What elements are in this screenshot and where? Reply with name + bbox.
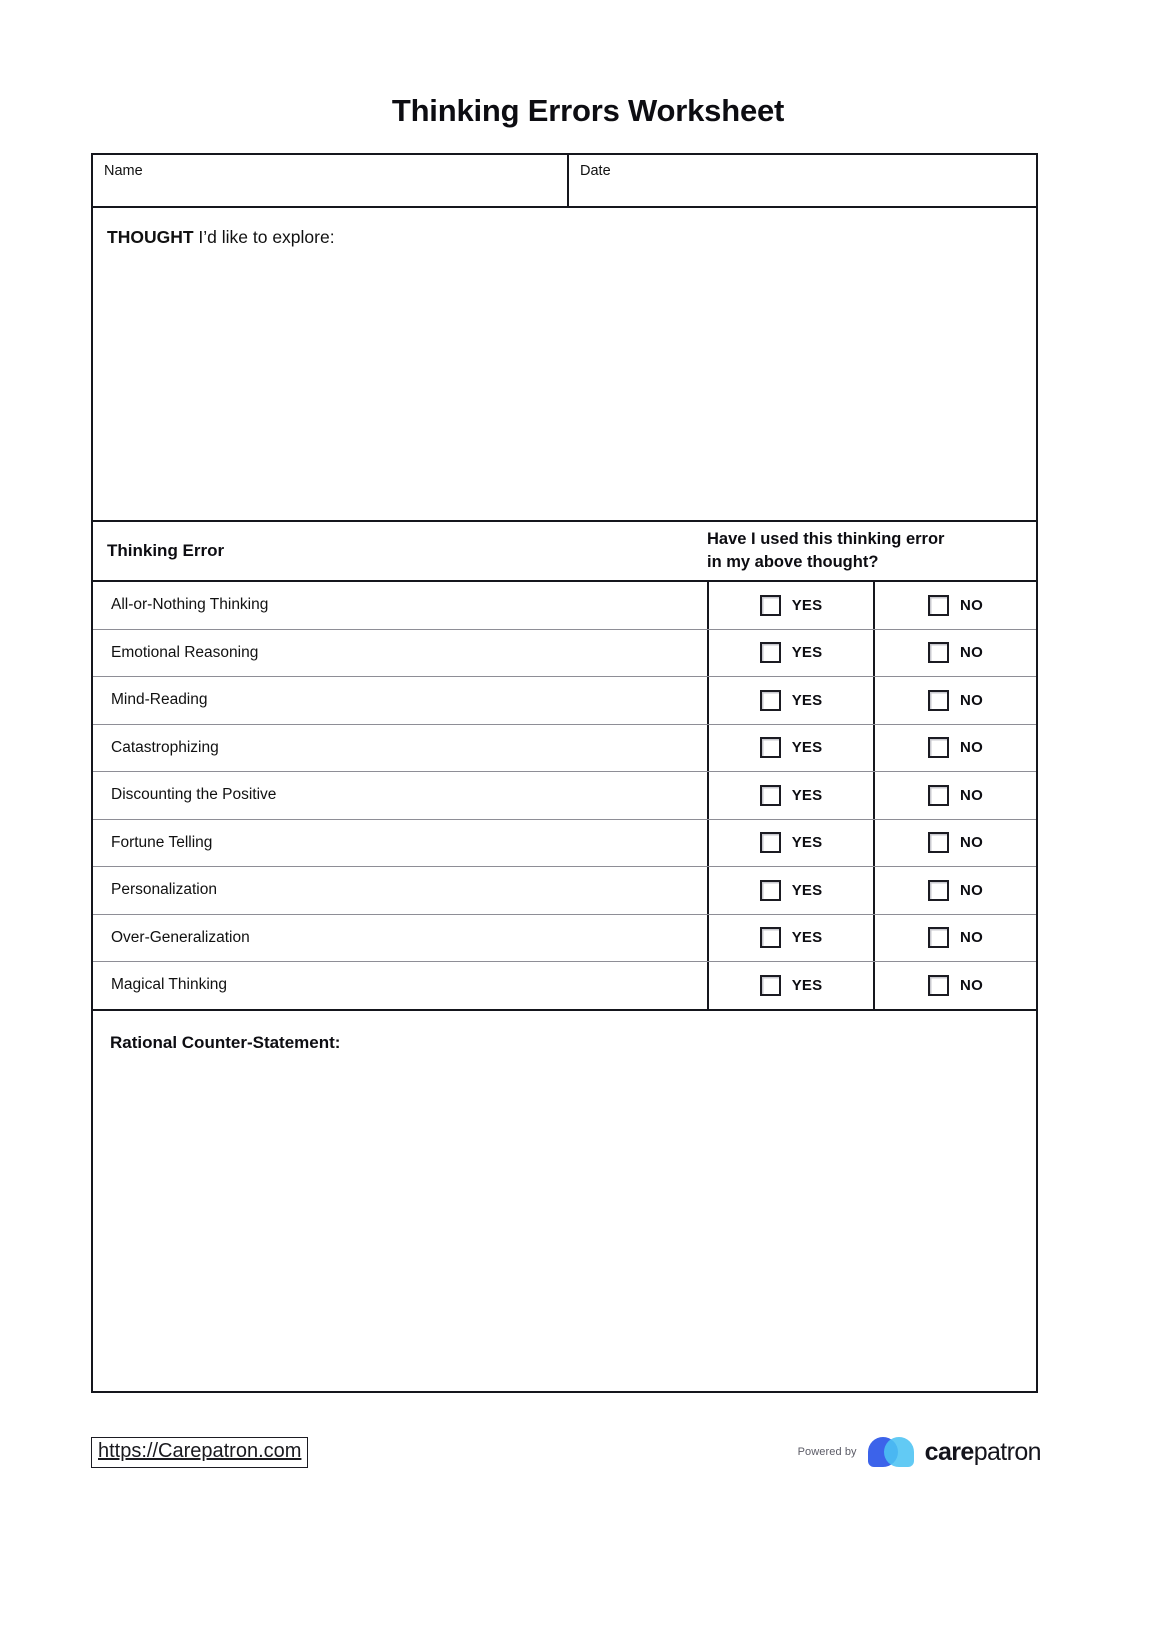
no-option-cell[interactable] bbox=[873, 677, 1036, 724]
wordmark-care: care bbox=[924, 1437, 974, 1466]
table-row bbox=[93, 867, 1036, 915]
yes-option-cell[interactable] bbox=[707, 677, 873, 724]
question-line-2: in my above thought? bbox=[707, 553, 879, 571]
carepatron-wordmark bbox=[924, 1437, 1041, 1466]
yes-option-label: YES bbox=[791, 929, 823, 947]
table-row bbox=[93, 820, 1036, 868]
no-option-label: NO bbox=[960, 929, 983, 947]
date-field[interactable] bbox=[569, 155, 1036, 206]
no-checkbox[interactable] bbox=[928, 880, 949, 901]
yes-checkbox[interactable] bbox=[760, 737, 781, 758]
yes-checkbox[interactable] bbox=[760, 975, 781, 996]
yes-checkbox[interactable] bbox=[760, 642, 781, 663]
thinking-error-label: Magical Thinking bbox=[111, 976, 228, 994]
no-option-label: NO bbox=[960, 739, 983, 757]
yes-option-cell[interactable] bbox=[707, 725, 873, 772]
yes-option-label: YES bbox=[791, 644, 823, 662]
thinking-error-label: Mind-Reading bbox=[111, 691, 208, 709]
worksheet-frame bbox=[91, 153, 1038, 1393]
yes-option-cell[interactable] bbox=[707, 582, 873, 629]
no-option-cell[interactable] bbox=[873, 867, 1036, 914]
no-option-label: NO bbox=[960, 786, 983, 804]
yes-checkbox[interactable] bbox=[760, 785, 781, 806]
no-option-cell[interactable] bbox=[873, 820, 1036, 867]
table-header-row bbox=[93, 522, 1036, 582]
page-title: Thinking Errors Worksheet bbox=[391, 93, 785, 128]
no-option-label: NO bbox=[960, 881, 983, 899]
column-header-thinking-error: Thinking Error bbox=[107, 541, 225, 560]
no-checkbox[interactable] bbox=[928, 595, 949, 616]
thinking-error-label: Fortune Telling bbox=[111, 833, 213, 851]
no-option-cell[interactable] bbox=[873, 630, 1036, 677]
thinking-error-label: All-or-Nothing Thinking bbox=[111, 596, 269, 614]
yes-option-label: YES bbox=[791, 881, 823, 899]
yes-checkbox[interactable] bbox=[760, 880, 781, 901]
no-checkbox[interactable] bbox=[928, 832, 949, 853]
yes-option-label: YES bbox=[791, 786, 823, 804]
yes-option-cell[interactable] bbox=[707, 820, 873, 867]
yes-option-label: YES bbox=[791, 691, 823, 709]
column-header-question bbox=[707, 528, 1036, 574]
no-checkbox[interactable] bbox=[928, 785, 949, 806]
yes-checkbox[interactable] bbox=[760, 927, 781, 948]
question-line-1: Have I used this thinking error bbox=[707, 530, 945, 549]
table-row bbox=[93, 582, 1036, 630]
no-checkbox[interactable] bbox=[928, 642, 949, 663]
yes-option-label: YES bbox=[791, 596, 823, 614]
no-option-label: NO bbox=[960, 691, 983, 709]
carepatron-url-link[interactable]: https://Carepatron.com bbox=[91, 1437, 308, 1468]
yes-option-label: YES bbox=[791, 834, 823, 852]
thinking-error-label: Catastrophizing bbox=[111, 738, 219, 756]
thinking-errors-table-body bbox=[93, 582, 1036, 1011]
table-row bbox=[93, 915, 1036, 963]
carepatron-branding bbox=[798, 1437, 1043, 1467]
carepatron-logo-icon bbox=[868, 1437, 914, 1467]
table-row bbox=[93, 630, 1036, 678]
no-option-cell[interactable] bbox=[873, 915, 1036, 962]
no-checkbox[interactable] bbox=[928, 690, 949, 711]
yes-option-label: YES bbox=[791, 976, 823, 994]
name-label: Name bbox=[104, 163, 143, 179]
yes-option-cell[interactable] bbox=[707, 915, 873, 962]
no-option-label: NO bbox=[960, 596, 983, 614]
yes-checkbox[interactable] bbox=[760, 595, 781, 616]
no-option-cell[interactable] bbox=[873, 725, 1036, 772]
date-label: Date bbox=[580, 163, 611, 179]
yes-option-cell[interactable] bbox=[707, 630, 873, 677]
yes-option-cell[interactable] bbox=[707, 962, 873, 1009]
yes-option-cell[interactable] bbox=[707, 772, 873, 819]
no-checkbox[interactable] bbox=[928, 927, 949, 948]
no-checkbox[interactable] bbox=[928, 975, 949, 996]
table-row bbox=[93, 725, 1036, 773]
wordmark-patron: patron bbox=[973, 1437, 1041, 1466]
rational-counter-statement-area[interactable] bbox=[93, 1011, 1036, 1391]
thought-label-rest: I’d like to explore: bbox=[193, 227, 335, 247]
yes-option-label: YES bbox=[791, 739, 823, 757]
no-option-cell[interactable] bbox=[873, 582, 1036, 629]
yes-option-cell[interactable] bbox=[707, 867, 873, 914]
table-row bbox=[93, 772, 1036, 820]
yes-checkbox[interactable] bbox=[760, 832, 781, 853]
no-option-label: NO bbox=[960, 976, 983, 994]
name-field[interactable] bbox=[93, 155, 569, 206]
no-option-label: NO bbox=[960, 834, 983, 852]
thinking-error-label: Emotional Reasoning bbox=[111, 643, 259, 661]
thinking-error-label: Discounting the Positive bbox=[111, 786, 277, 804]
table-row bbox=[93, 677, 1036, 725]
thinking-error-label: Personalization bbox=[111, 881, 217, 899]
powered-by-label: Powered by bbox=[797, 1446, 857, 1458]
no-option-label: NO bbox=[960, 644, 983, 662]
no-checkbox[interactable] bbox=[928, 737, 949, 758]
logo-blob-light bbox=[884, 1437, 914, 1467]
table-row bbox=[93, 962, 1036, 1011]
rational-counter-statement-heading: Rational Counter-Statement: bbox=[110, 1032, 341, 1052]
yes-checkbox[interactable] bbox=[760, 690, 781, 711]
thought-label-bold: THOUGHT bbox=[107, 227, 194, 247]
no-option-cell[interactable] bbox=[873, 772, 1036, 819]
no-option-cell[interactable] bbox=[873, 962, 1036, 1009]
thought-input-area[interactable] bbox=[93, 208, 1036, 522]
name-date-row bbox=[93, 155, 1036, 208]
thinking-error-label: Over-Generalization bbox=[111, 928, 250, 946]
page-footer bbox=[91, 1422, 1043, 1482]
